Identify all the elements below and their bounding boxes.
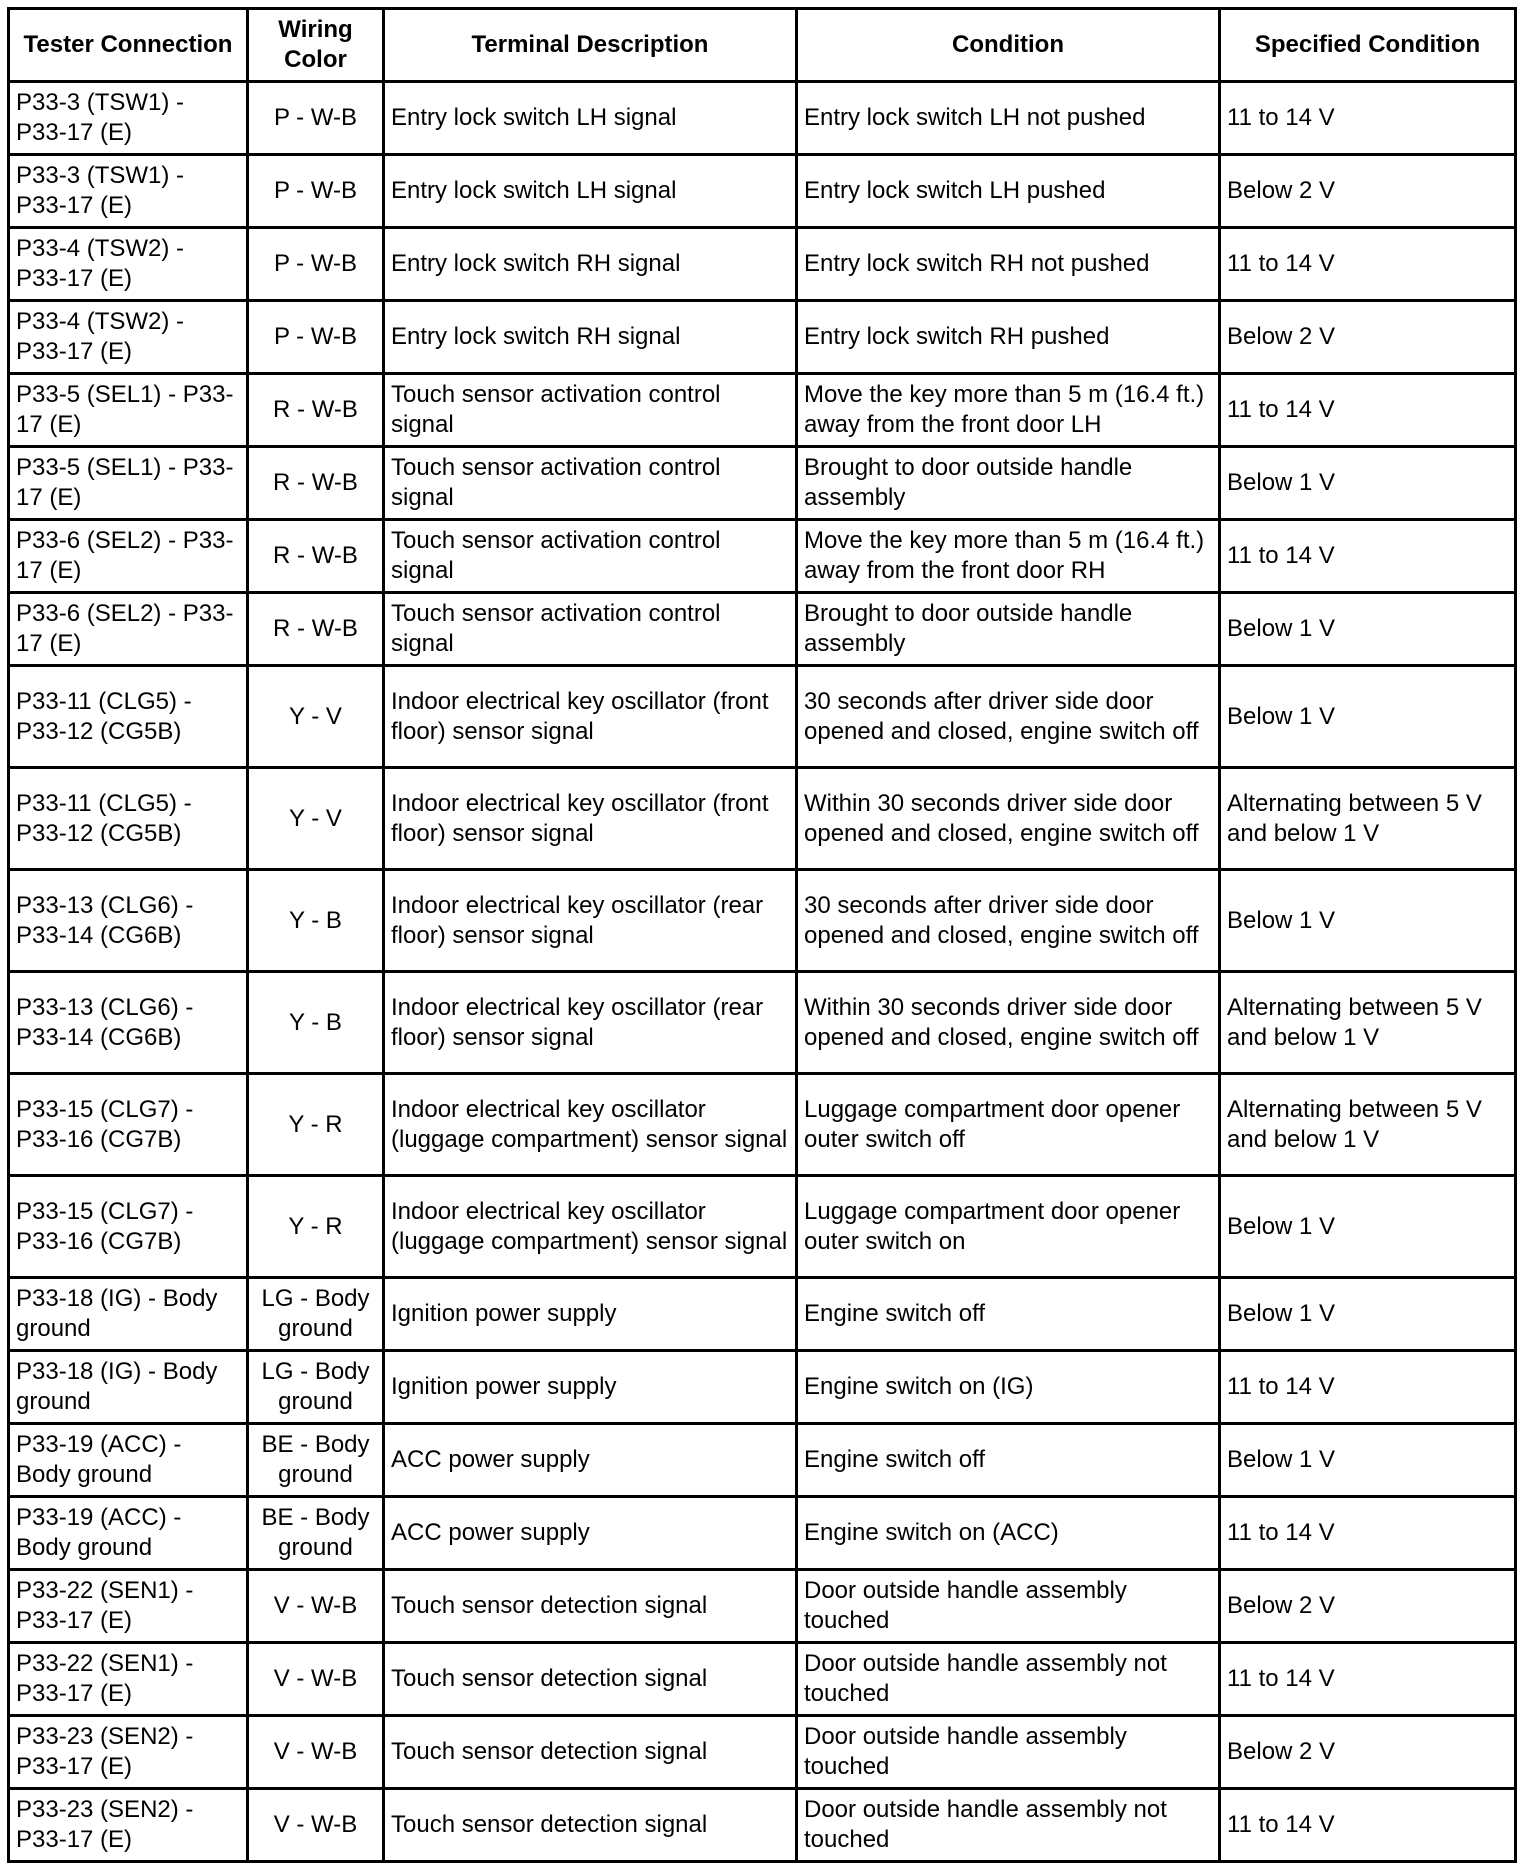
cell-tester-connection: P33-22 (SEN1) - P33-17 (E) [9,1643,248,1716]
cell-specified-condition: Alternating between 5 V and below 1 V [1220,768,1516,870]
table-row [9,155,1516,228]
page [7,7,1514,1851]
cell-wiring-color: R - W-B [248,374,384,447]
cell-wiring-color: P - W-B [248,301,384,374]
cell-wiring-color: Y - V [248,768,384,870]
cell-specified-condition: 11 to 14 V [1220,228,1516,301]
cell-terminal-description: Entry lock switch RH signal [384,301,797,374]
table-row [9,301,1516,374]
cell-tester-connection: P33-19 (ACC) - Body ground [9,1497,248,1570]
cell-tester-connection: P33-23 (SEN2) - P33-17 (E) [9,1716,248,1789]
cell-terminal-description: ACC power supply [384,1424,797,1497]
header-wiring-color: Wiring Color [248,9,384,82]
cell-tester-connection: P33-5 (SEL1) - P33-17 (E) [9,374,248,447]
cell-tester-connection: P33-22 (SEN1) - P33-17 (E) [9,1570,248,1643]
cell-condition: Entry lock switch RH pushed [797,301,1220,374]
cell-terminal-description: Touch sensor activation control signal [384,374,797,447]
cell-specified-condition: Below 2 V [1220,155,1516,228]
cell-terminal-description: Indoor electrical key oscillator (luggage compartment) sensor signal [384,1074,797,1176]
cell-specified-condition: Below 2 V [1220,301,1516,374]
terminal-table [7,7,1517,1863]
cell-condition: 30 seconds after driver side door opened and closed, engine switch off [797,870,1220,972]
cell-terminal-description: Touch sensor activation control signal [384,447,797,520]
cell-tester-connection: P33-13 (CLG6) - P33-14 (CG6B) [9,870,248,972]
cell-wiring-color: V - W-B [248,1789,384,1862]
cell-wiring-color: LG - Body ground [248,1351,384,1424]
header-condition: Condition [797,9,1220,82]
cell-wiring-color: Y - V [248,666,384,768]
cell-terminal-description: Entry lock switch LH signal [384,155,797,228]
cell-wiring-color: V - W-B [248,1643,384,1716]
header-terminal-description: Terminal Description [384,9,797,82]
cell-specified-condition: Alternating between 5 V and below 1 V [1220,972,1516,1074]
cell-terminal-description: Indoor electrical key oscillator (front floor) sensor signal [384,666,797,768]
cell-wiring-color: LG - Body ground [248,1278,384,1351]
cell-condition: Luggage compartment door opener outer switch on [797,1176,1220,1278]
cell-condition: Luggage compartment door opener outer switch off [797,1074,1220,1176]
table-row [9,1074,1516,1176]
cell-wiring-color: R - W-B [248,447,384,520]
cell-terminal-description: Indoor electrical key oscillator (front floor) sensor signal [384,768,797,870]
cell-terminal-description: Ignition power supply [384,1278,797,1351]
cell-condition: Within 30 seconds driver side door opened and closed, engine switch off [797,972,1220,1074]
header-specified-condition: Specified Condition [1220,9,1516,82]
cell-tester-connection: P33-11 (CLG5) - P33-12 (CG5B) [9,768,248,870]
cell-tester-connection: P33-18 (IG) - Body ground [9,1278,248,1351]
cell-terminal-description: Touch sensor detection signal [384,1643,797,1716]
table-row [9,1716,1516,1789]
table-row [9,1497,1516,1570]
cell-specified-condition: Below 1 V [1220,870,1516,972]
cell-terminal-description: Indoor electrical key oscillator (luggage compartment) sensor signal [384,1176,797,1278]
table-row [9,374,1516,447]
cell-terminal-description: Touch sensor detection signal [384,1570,797,1643]
cell-wiring-color: R - W-B [248,520,384,593]
cell-condition: Engine switch off [797,1424,1220,1497]
cell-tester-connection: P33-4 (TSW2) - P33-17 (E) [9,228,248,301]
cell-specified-condition: Alternating between 5 V and below 1 V [1220,1074,1516,1176]
cell-wiring-color: V - W-B [248,1716,384,1789]
table-row [9,1176,1516,1278]
cell-tester-connection: P33-4 (TSW2) - P33-17 (E) [9,301,248,374]
table-row [9,768,1516,870]
table-header-row [9,9,1516,82]
cell-condition: Engine switch on (IG) [797,1351,1220,1424]
cell-condition: Within 30 seconds driver side door opened and closed, engine switch off [797,768,1220,870]
table-row [9,593,1516,666]
table-row [9,228,1516,301]
cell-tester-connection: P33-18 (IG) - Body ground [9,1351,248,1424]
cell-specified-condition: 11 to 14 V [1220,1497,1516,1570]
table-row [9,1789,1516,1862]
cell-condition: Move the key more than 5 m (16.4 ft.) away from the front door RH [797,520,1220,593]
cell-tester-connection: P33-3 (TSW1) - P33-17 (E) [9,155,248,228]
table-row [9,1424,1516,1497]
table-row [9,447,1516,520]
table-row [9,1351,1516,1424]
cell-tester-connection: P33-19 (ACC) - Body ground [9,1424,248,1497]
cell-condition: Entry lock switch LH not pushed [797,82,1220,155]
cell-condition: Door outside handle assembly not touched [797,1789,1220,1862]
cell-terminal-description: ACC power supply [384,1497,797,1570]
cell-specified-condition: Below 1 V [1220,447,1516,520]
table-row [9,870,1516,972]
cell-condition: Engine switch off [797,1278,1220,1351]
cell-wiring-color: P - W-B [248,82,384,155]
cell-condition: Brought to door outside handle assembly [797,593,1220,666]
cell-terminal-description: Entry lock switch RH signal [384,228,797,301]
cell-tester-connection: P33-15 (CLG7) - P33-16 (CG7B) [9,1176,248,1278]
cell-terminal-description: Indoor electrical key oscillator (rear floor) sensor signal [384,972,797,1074]
table-row [9,666,1516,768]
cell-specified-condition: 11 to 14 V [1220,1643,1516,1716]
table-row [9,972,1516,1074]
cell-specified-condition: 11 to 14 V [1220,1351,1516,1424]
cell-condition: Door outside handle assembly not touched [797,1643,1220,1716]
table-body [9,82,1516,1862]
cell-condition: Door outside handle assembly touched [797,1716,1220,1789]
table-row [9,1570,1516,1643]
cell-specified-condition: Below 2 V [1220,1716,1516,1789]
cell-specified-condition: 11 to 14 V [1220,82,1516,155]
cell-condition: Engine switch on (ACC) [797,1497,1220,1570]
cell-condition: Brought to door outside handle assembly [797,447,1220,520]
cell-wiring-color: R - W-B [248,593,384,666]
cell-specified-condition: Below 2 V [1220,1570,1516,1643]
cell-wiring-color: Y - B [248,870,384,972]
cell-specified-condition: Below 1 V [1220,666,1516,768]
cell-terminal-description: Entry lock switch LH signal [384,82,797,155]
cell-tester-connection: P33-3 (TSW1) - P33-17 (E) [9,82,248,155]
cell-condition: Entry lock switch RH not pushed [797,228,1220,301]
cell-terminal-description: Touch sensor detection signal [384,1789,797,1862]
cell-terminal-description: Touch sensor activation control signal [384,520,797,593]
cell-wiring-color: BE - Body ground [248,1497,384,1570]
cell-specified-condition: 11 to 14 V [1220,374,1516,447]
cell-wiring-color: Y - R [248,1176,384,1278]
cell-terminal-description: Ignition power supply [384,1351,797,1424]
cell-tester-connection: P33-6 (SEL2) - P33-17 (E) [9,520,248,593]
cell-terminal-description: Touch sensor detection signal [384,1716,797,1789]
cell-wiring-color: Y - R [248,1074,384,1176]
cell-wiring-color: V - W-B [248,1570,384,1643]
table-row [9,520,1516,593]
table-row [9,82,1516,155]
cell-condition: Door outside handle assembly touched [797,1570,1220,1643]
cell-specified-condition: 11 to 14 V [1220,1789,1516,1862]
cell-tester-connection: P33-11 (CLG5) - P33-12 (CG5B) [9,666,248,768]
cell-specified-condition: Below 1 V [1220,1424,1516,1497]
cell-condition: Entry lock switch LH pushed [797,155,1220,228]
cell-wiring-color: Y - B [248,972,384,1074]
cell-tester-connection: P33-6 (SEL2) - P33-17 (E) [9,593,248,666]
cell-tester-connection: P33-13 (CLG6) - P33-14 (CG6B) [9,972,248,1074]
table-row [9,1278,1516,1351]
cell-tester-connection: P33-15 (CLG7) - P33-16 (CG7B) [9,1074,248,1176]
table-row [9,1643,1516,1716]
cell-terminal-description: Touch sensor activation control signal [384,593,797,666]
cell-specified-condition: Below 1 V [1220,1278,1516,1351]
cell-wiring-color: BE - Body ground [248,1424,384,1497]
cell-tester-connection: P33-5 (SEL1) - P33-17 (E) [9,447,248,520]
cell-terminal-description: Indoor electrical key oscillator (rear floor) sensor signal [384,870,797,972]
header-tester-connection: Tester Connection [9,9,248,82]
cell-wiring-color: P - W-B [248,228,384,301]
cell-specified-condition: Below 1 V [1220,593,1516,666]
cell-specified-condition: 11 to 14 V [1220,520,1516,593]
cell-wiring-color: P - W-B [248,155,384,228]
cell-condition: Move the key more than 5 m (16.4 ft.) away from the front door LH [797,374,1220,447]
cell-condition: 30 seconds after driver side door opened and closed, engine switch off [797,666,1220,768]
cell-specified-condition: Below 1 V [1220,1176,1516,1278]
cell-tester-connection: P33-23 (SEN2) - P33-17 (E) [9,1789,248,1862]
